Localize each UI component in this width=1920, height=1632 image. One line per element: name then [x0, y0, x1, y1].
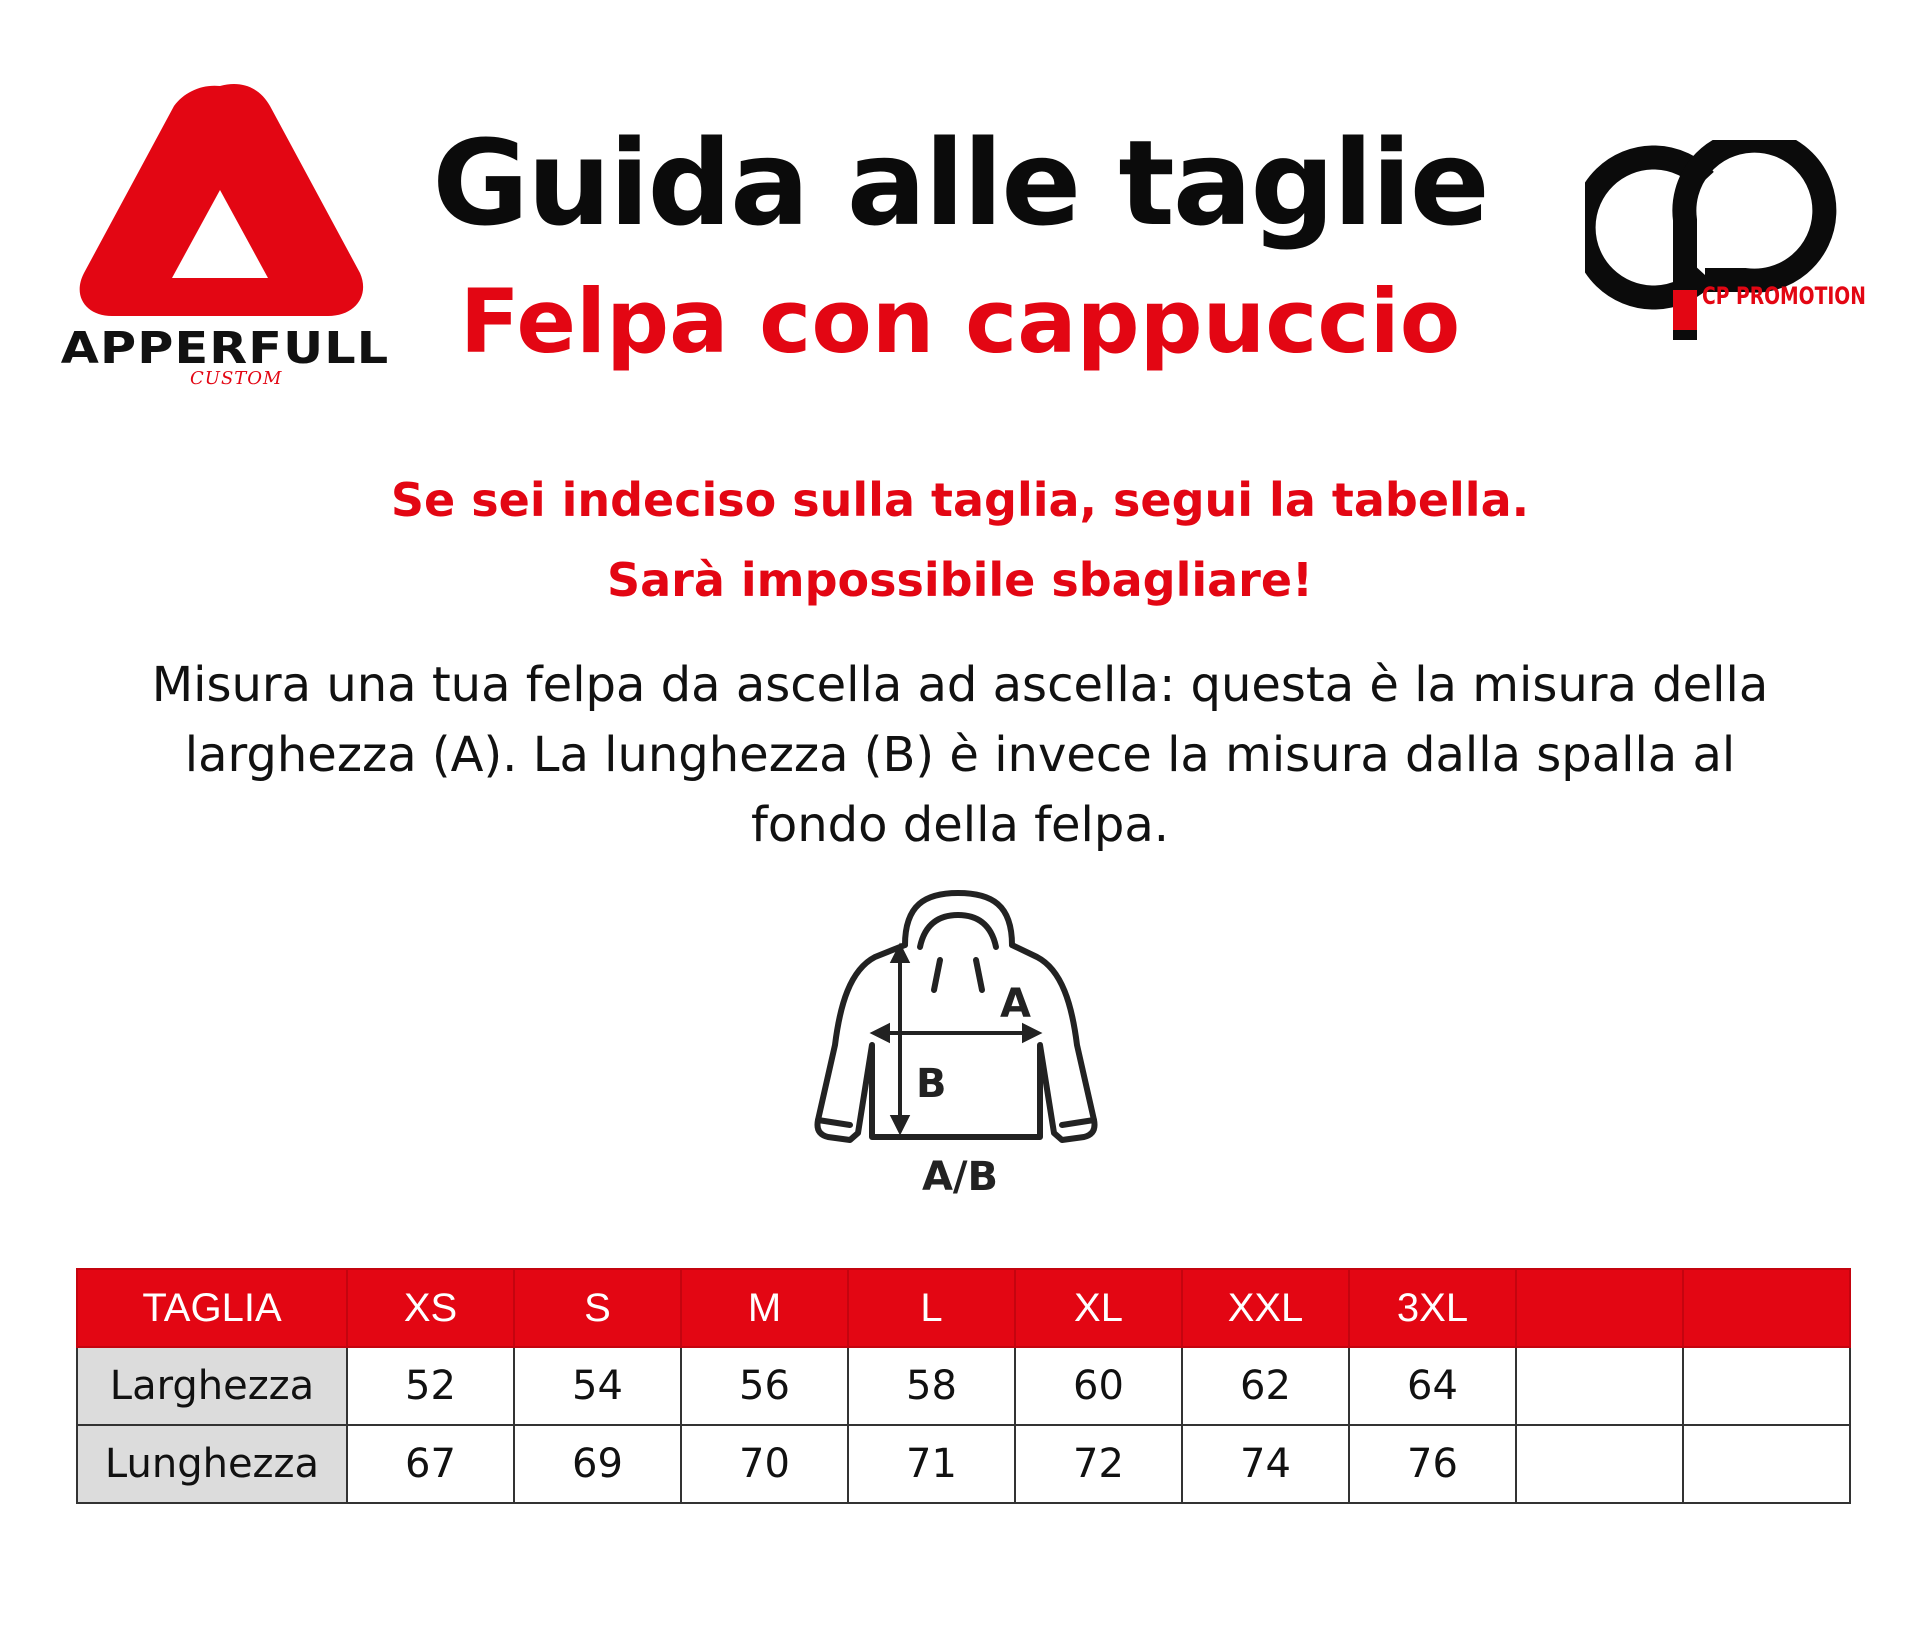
size-table [76, 1268, 1851, 1504]
row-label-lunghezza: Lunghezza [77, 1425, 347, 1503]
table-cell: 56 [681, 1347, 848, 1425]
row-label-larghezza: Larghezza [77, 1347, 347, 1425]
hoodie-measurement-diagram [800, 885, 1120, 1205]
page-subtitle: Felpa con cappuccio [459, 270, 1461, 373]
cp-promotion-logo [1585, 140, 1866, 340]
header-cell-m: M [681, 1269, 848, 1347]
header-cell-empty-1 [1516, 1269, 1683, 1347]
cp-promotion-label: CP PROMOTION [1702, 282, 1866, 310]
table-header-row [77, 1269, 1850, 1347]
table-cell: 60 [1015, 1347, 1182, 1425]
header-cell-xl: XL [1015, 1269, 1182, 1347]
table-cell: 74 [1182, 1425, 1349, 1503]
table-cell: 69 [514, 1425, 681, 1503]
table-cell: 72 [1015, 1425, 1182, 1503]
table-cell: 70 [681, 1425, 848, 1503]
measurement-instructions: Misura una tua felpa da ascella ad ascella: questa è la misura della larghezza (A). La lunghezza (B) è invece la misura dalla spalla al fondo della felpa. [151, 657, 1769, 853]
table-cell [1516, 1425, 1683, 1503]
header-cell-empty-2 [1683, 1269, 1850, 1347]
table-cell [1516, 1347, 1683, 1425]
label-b: B [916, 1061, 947, 1107]
table-cell [1683, 1425, 1850, 1503]
header-cell-xs: XS [347, 1269, 514, 1347]
table-cell: 54 [514, 1347, 681, 1425]
apperfull-custom-text: CUSTOM [190, 368, 283, 389]
hoodie-outline-body [817, 945, 1094, 1140]
header-cell-taglia: TAGLIA [77, 1269, 347, 1347]
table-cell: 58 [848, 1347, 1015, 1425]
table-cell: 71 [848, 1425, 1015, 1503]
label-a: A [1000, 981, 1031, 1027]
table-cell [1683, 1347, 1850, 1425]
table-row-larghezza [77, 1347, 1850, 1425]
table-cell: 76 [1349, 1425, 1516, 1503]
header-cell-xxl: XXL [1182, 1269, 1349, 1347]
header-cell-s: S [514, 1269, 681, 1347]
tagline-line-1: Se sei indeciso sulla taglia, segui la tabella. [390, 473, 1530, 527]
tagline-line-2: Sarà impossibile sbagliare! [606, 553, 1314, 607]
apperfull-wordmark: APPERFULL [60, 323, 390, 374]
header-cell-3xl: 3XL [1349, 1269, 1516, 1347]
table-cell: 64 [1349, 1347, 1516, 1425]
cp-monogram-icon [1585, 140, 1855, 340]
diagram-caption: A/B [921, 1154, 999, 1200]
table-cell: 67 [347, 1425, 514, 1503]
table-row-lunghezza [77, 1425, 1850, 1503]
header-cell-l: L [848, 1269, 1015, 1347]
table-cell: 52 [347, 1347, 514, 1425]
table-cell: 62 [1182, 1347, 1349, 1425]
page-title: Guida alle taglie [432, 114, 1488, 252]
